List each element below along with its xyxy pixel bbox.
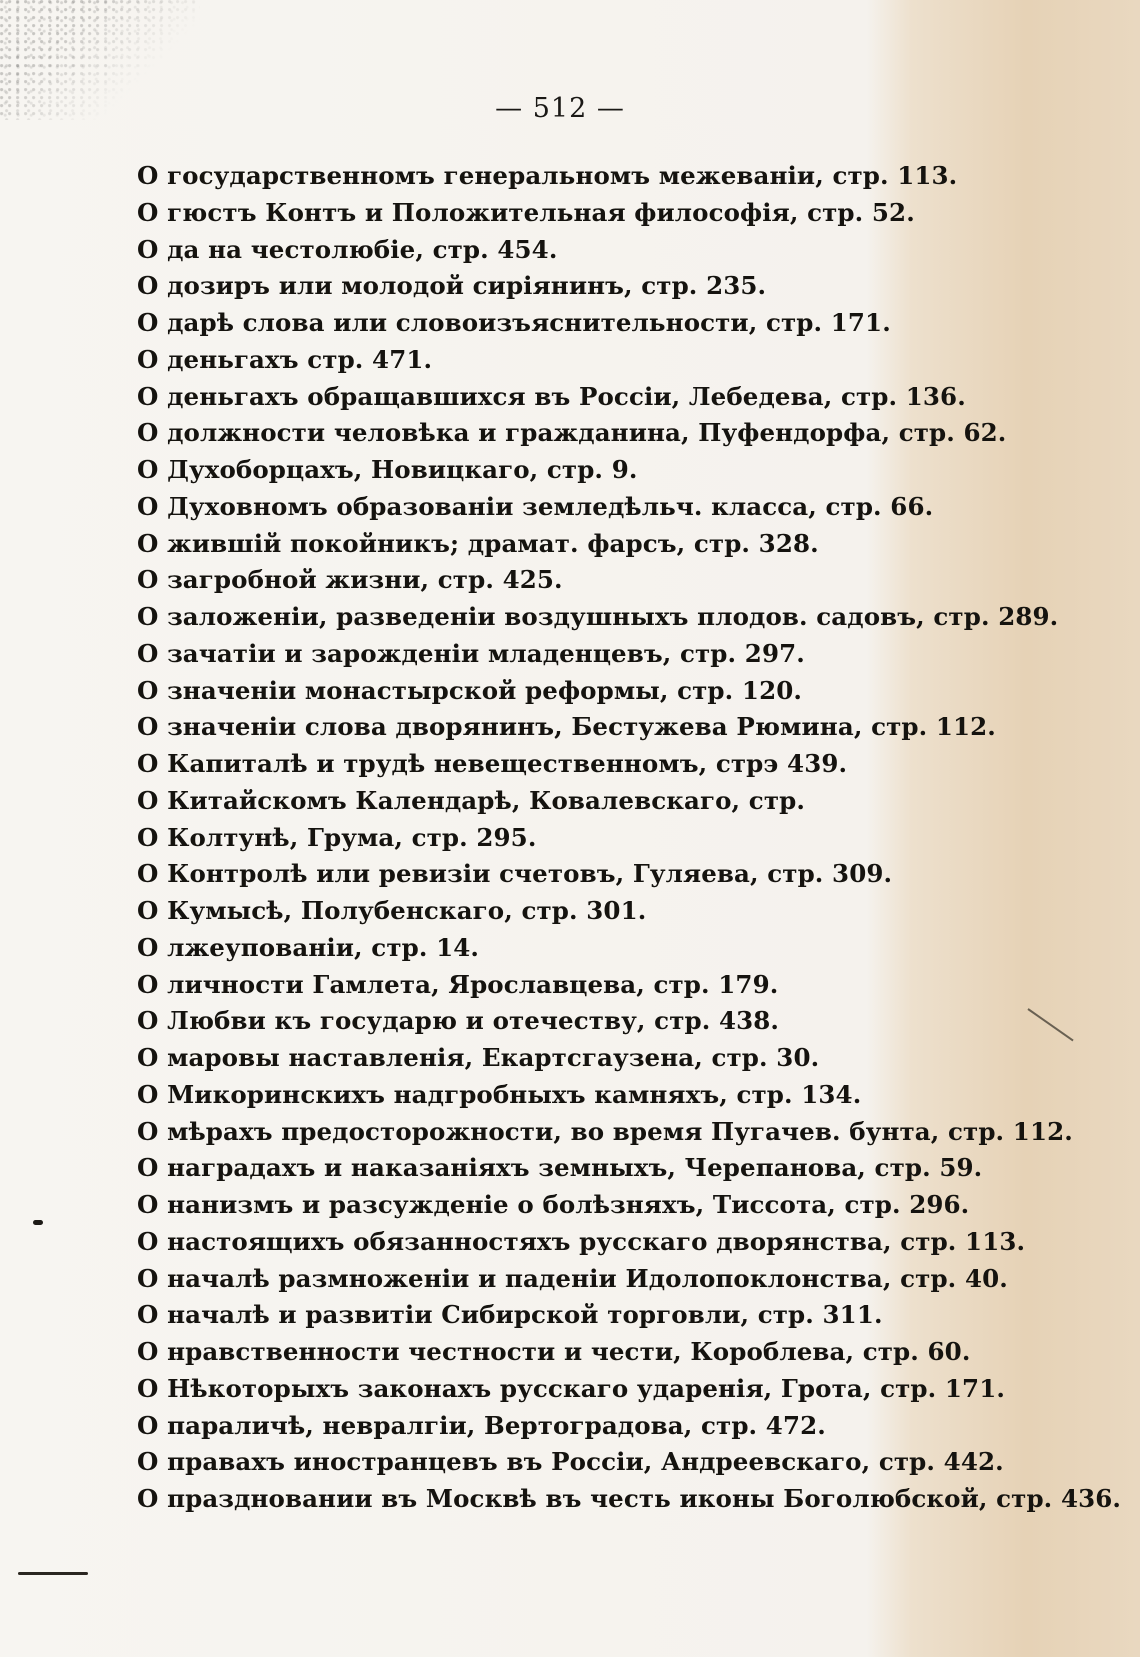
index-entry: О Духовномъ образованiи земледѣльч. класса, стр. 66. [137, 491, 934, 521]
index-entry: О значенiи монастырской реформы, стр. 120. [137, 675, 802, 705]
index-entry: О мѣрахъ предосторожности, во время Пугачев. бунта, стр. 112. [137, 1116, 1073, 1146]
index-entry: О Контролѣ или ревизiи счетовъ, Гуляева, стр. 309. [137, 859, 893, 889]
index-entry: О нравственности честности и чести, Короблева, стр. 60. [137, 1337, 971, 1366]
index-entry: О дарѣ слова или словоизъяснительности, стр. 171. [137, 308, 891, 337]
index-entry: О деньгахъ стр. 471. [137, 344, 433, 374]
index-entry: О Любви къ государю и отечеству, стр. 438. [137, 1006, 780, 1036]
index-entry-list [137, 158, 1122, 1518]
index-entry: О Нѣкоторыхъ законахъ русскаго ударенiя, Грота, стр. 171. [137, 1373, 1005, 1403]
index-entry: О праздновании въ Москвѣ въ честь иконы Боголюбской, стр. 436. [137, 1484, 1122, 1513]
index-entry: О личности Гамлета, Ярославцева, стр. 179. [137, 969, 779, 999]
index-entry: О правахъ иностранцевъ въ Россiи, Андреевскаго, стр. 442. [137, 1447, 1004, 1477]
bottom-ink-mark [18, 1572, 88, 1575]
index-entry: О параличѣ, невралгiи, Вертоградова, стр. 472. [137, 1410, 826, 1440]
index-entry: О государственномъ генеральномъ межеванiи, стр. 113. [137, 161, 958, 190]
index-entry: О Китайскомъ Календарѣ, Ковалевскаго, стр. [137, 785, 805, 815]
index-entry: О значенiи слова дворянинъ, Бестужева Рюмина, стр. 112. [137, 712, 996, 742]
index-entry: О Духоборцахъ, Новицкаго, стр. 9. [137, 455, 638, 484]
index-entry: О Капиталѣ и трудѣ невещественномъ, стрэ 439. [137, 749, 848, 778]
index-entry: О гюстъ Контъ и Положительная философiя, стр. 52. [137, 197, 915, 227]
index-entry: О нанизмъ и разсужденiе о болѣзняхъ, Тиссота, стр. 296. [137, 1190, 970, 1219]
index-entry: О загробной жизни, стр. 425. [137, 565, 563, 595]
index-entry: О Кумысѣ, Полубенскаго, стр. 301. [137, 896, 647, 925]
index-entry: О жившiй покойникъ; драмат. фарсъ, стр. 328. [137, 528, 819, 558]
index-entry: О Микоринскихъ надгробныхъ камняхъ, стр. 134. [137, 1079, 862, 1109]
index-entry: О лжеупованiи, стр. 14. [137, 932, 480, 962]
index-entry: О да на честолюбiе, стр. 454. [137, 234, 558, 264]
margin-ink-mark [33, 1220, 43, 1225]
index-entry: О настоящихъ обязанностяхъ русскаго дворянства, стр. 113. [137, 1226, 1026, 1256]
index-entry: О деньгахъ обращавшихся въ Россiи, Лебедева, стр. 136. [137, 381, 966, 411]
index-entry: О должности человѣка и гражданина, Пуфендорфа, стр. 62. [137, 418, 1007, 448]
index-entry: О началѣ размноженiи и паденiи Идолопоклонства, стр. 40. [137, 1263, 1008, 1293]
index-entry: О зачатiи и зарожденiи младенцевъ, стр. 297. [137, 638, 805, 668]
index-entry: О наградахъ и наказанiяхъ земныхъ, Черепанова, стр. 59. [137, 1153, 983, 1183]
index-entry: О началѣ и развитiи Сибирской торговли, стр. 311. [137, 1300, 883, 1330]
page-number: — 512 — [495, 93, 625, 124]
margin-pencil-stroke [1027, 1008, 1073, 1041]
index-entry: О Колтунѣ, Грума, стр. 295. [137, 822, 537, 852]
index-entry: О заложенiи, разведенiи воздушныхъ плодов. садовъ, стр. 289. [137, 602, 1059, 631]
index-entry: О дозиръ или молодой сирiянинъ, стр. 235. [137, 271, 767, 301]
index-entry: О маровы наставленiя, Екартсгаузена, стр. 30. [137, 1043, 820, 1072]
